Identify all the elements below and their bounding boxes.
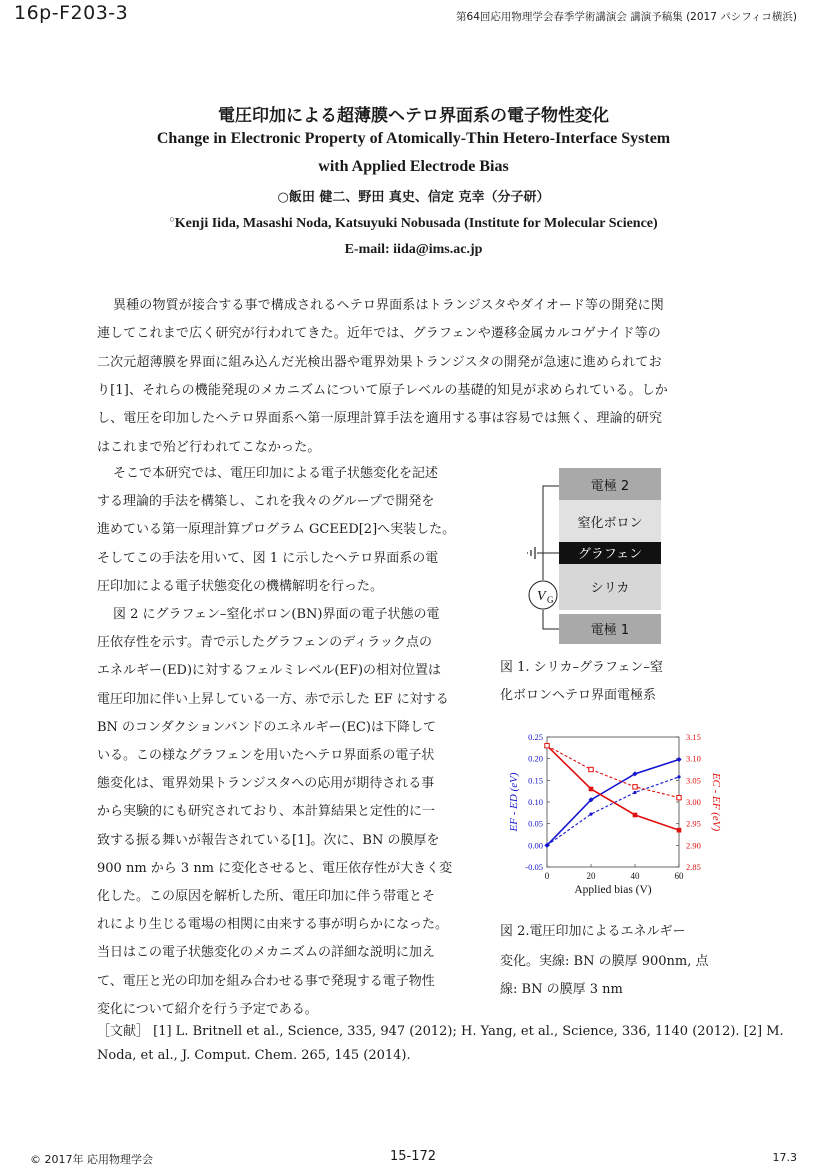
y-right-axis-label: EC - EF (eV) xyxy=(710,772,722,832)
layer-label-electrode2: 電極 2 xyxy=(590,479,630,494)
paragraph-line: はこれまで殆ど行われてこなかった。 xyxy=(97,439,321,455)
reference-line: Noda, et al., J. Comput. Chem. 265, 145 (2014). xyxy=(97,1048,411,1063)
figure1-caption-line2: 化ボロンヘテロ界面電極系 xyxy=(500,688,657,703)
paragraph-line: 連してこれまで広く研究が行われてきた。近年では、グラフェンや遷移金属カルコゲナイド等の xyxy=(97,326,661,342)
voltage-source-icon xyxy=(529,581,557,609)
x-tick-label: 0 xyxy=(544,871,550,881)
figure1-diagram xyxy=(527,468,667,648)
y-right-tick-label: 3.05 xyxy=(686,775,701,786)
paragraph-line: いる。この様なグラフェンを用いたヘテロ界面系の電子状 xyxy=(97,748,435,763)
paragraph-line: 電圧印加に伴い上昇している一方、赤で示した EF に対する xyxy=(97,691,449,707)
paragraph-line: れにより生じる電場の相関に由来する事が明らかになった。 xyxy=(97,917,449,933)
paragraph-line: 900 nm から 3 nm に変化させると、電圧依存性が大きく変 xyxy=(97,860,453,876)
data-point-left-dashed xyxy=(633,791,636,794)
reference-line: ［文献］ [1] L. Britnell et al., Science, 335, 947 (2012); H. Yang, et al., Science, 336, 1140 (2012). [2] M. xyxy=(97,1024,784,1039)
paragraph-line: 異種の物質が接合する事で構成されるヘテロ界面系はトランジスタやダイオード等の開発に関 xyxy=(113,298,664,313)
layer-label-graphene: グラフェン xyxy=(577,547,643,562)
paragraph-line: し、電圧を印加したヘテロ界面系へ第一原理計算手法を適用する事は容易では無く、理論的研究 xyxy=(97,411,663,427)
y-left-tick-label: 0.00 xyxy=(528,840,543,851)
y-right-tick-label: 3.10 xyxy=(686,753,701,764)
series-line-right-dashed xyxy=(547,746,679,798)
y-left-tick-label: 0.10 xyxy=(528,797,543,807)
y-left-tick-label: 0.05 xyxy=(528,818,543,829)
figure1-caption-line1: 図 1. シリカ–グラフェン–窒 xyxy=(500,660,663,675)
y-right-tick-label: 2.90 xyxy=(686,840,701,851)
paragraph-line: 変化について紹介を行う予定である。 xyxy=(97,1001,318,1017)
data-point-right-solid xyxy=(589,787,594,792)
data-point-right-solid xyxy=(633,813,638,818)
authors-ja-text: 飯田 健二、野田 真史、信定 克幸（分子研） xyxy=(288,190,550,205)
title-japanese: 電圧印加による超薄膜ヘテロ界面系の電子物性変化 xyxy=(218,106,609,126)
paragraph-line: する理論的手法を構築し、これを我々のグループで開発を xyxy=(97,494,435,510)
paragraph-line: BN のコンダクションバンドのエネルギー(EC)は下降して xyxy=(97,719,436,735)
layer-label-bn: 窒化ボロン xyxy=(577,516,643,531)
paragraph-line: 化した。この原因を解析した所、電圧印加に伴う帯電とそ xyxy=(97,889,436,904)
voltage-source-label: V xyxy=(537,589,546,604)
y-left-tick-label: 0.15 xyxy=(528,775,543,786)
data-point-right-solid xyxy=(677,828,682,833)
ground-icon xyxy=(527,547,535,559)
voltage-source-subscript: G xyxy=(547,595,554,605)
paragraph-line: エネルギー(ED)に対するフェルミレベル(EF)の相対位置は xyxy=(97,663,442,679)
data-point-left-dashed xyxy=(589,813,592,816)
x-tick-label: 20 xyxy=(586,871,596,881)
title-english-line1: Change in Electronic Property of Atomically-Thin Hetero-Interface System xyxy=(156,130,671,147)
paragraph-line: 致する振る舞いが報告されている[1]。次に、BN の膜厚を xyxy=(97,832,440,848)
footer-page-number: 15-172 xyxy=(390,1149,437,1164)
data-point-right-dashed xyxy=(589,767,593,771)
y-right-tick-label: 3.00 xyxy=(686,797,701,807)
y-left-tick-label: 0.25 xyxy=(528,732,543,742)
data-point-left-dashed xyxy=(677,775,680,778)
x-tick-label: 40 xyxy=(630,871,640,881)
x-axis-label: Applied bias (V) xyxy=(574,884,652,896)
paragraph-line: て、電圧と光の印加を組み合わせる事で発現する電子物性 xyxy=(97,973,435,989)
data-point-right-dashed xyxy=(545,743,549,747)
paragraph-line: 当日はこの電子状態変化のメカニズムの詳細な説明に加え xyxy=(97,945,436,961)
data-point-right-dashed xyxy=(677,795,681,799)
paragraph-line: そこで本研究では、電圧印加による電子状態変化を記述 xyxy=(113,466,439,481)
paragraph-line: から実験的にも研究されており、本計算結果と定性的に一 xyxy=(97,804,436,820)
y-left-tick-label: -0.05 xyxy=(525,862,543,872)
footer-code: 17.3 xyxy=(772,1151,797,1164)
y-right-tick-label: 3.15 xyxy=(686,732,701,742)
data-point-left-dashed xyxy=(545,844,548,847)
y-left-axis-label: EF - ED (eV) xyxy=(508,772,520,832)
paragraph-line: 図 2 にグラフェン–窒化ボロン(BN)界面の電子状態の電 xyxy=(113,607,440,622)
y-right-tick-label: 2.85 xyxy=(686,862,701,872)
data-point-left-solid xyxy=(676,757,681,762)
conference-header: 第64回応用物理学会春季学術講演会 講演予稿集 (2017 パシフィコ横浜) xyxy=(456,11,797,23)
title-english-line2: with Applied Electrode Bias xyxy=(318,158,509,175)
paragraph-line: 二次元超薄膜を界面に組み込んだ光検出器や電界効果トランジスタの開発が急速に進められてお xyxy=(97,354,662,370)
session-id: 16p-F203-3 xyxy=(14,2,129,24)
email: E-mail: iida@ims.ac.jp xyxy=(344,242,483,257)
authors-english xyxy=(0,214,827,232)
paragraph-line: り[1]、それらの機能発現のメカニズムについて原子レベルの基礎的知見が求められている。しか xyxy=(97,382,668,398)
data-point-right-dashed xyxy=(633,785,637,789)
authors-en-text: Kenji Iida, Masashi Noda, Katsuyuki Nobusada (Institute for Molecular Science) xyxy=(174,216,658,231)
paragraph-line: 進めている第一原理計算プログラム GCEED[2]へ実装した。 xyxy=(97,522,456,538)
figure2-chart xyxy=(503,728,725,900)
presenter-mark: ○ xyxy=(277,190,289,205)
paragraph-line: 態変化は、電界効果トランジスタへの応用が期待される事 xyxy=(97,776,435,792)
figure2-caption-line1: 図 2.電圧印加によるエネルギー xyxy=(500,924,686,939)
figure2-caption-line2: 変化。実線: BN の膜厚 900nm, 点 xyxy=(500,954,709,969)
footer-copyright: © 2017年 応用物理学会 xyxy=(30,1153,153,1166)
layer-label-silica: シリカ xyxy=(590,581,630,596)
layer-label-electrode1: 電極 1 xyxy=(590,623,630,638)
y-left-tick-label: 0.20 xyxy=(528,753,543,764)
authors-japanese xyxy=(0,186,827,205)
series-line-right-solid xyxy=(547,746,679,831)
figure2-caption-line3: 線: BN の膜厚 3 nm xyxy=(500,982,623,997)
y-right-tick-label: 2.95 xyxy=(686,818,701,829)
paragraph-line: 圧印加による電子状態変化の機構解明を行った。 xyxy=(97,578,384,594)
paragraph-line: 圧依存性を示す。青で示したグラフェンのディラック点の xyxy=(97,635,433,651)
x-tick-label: 60 xyxy=(674,871,684,881)
paragraph-line: そしてこの手法を用いて、図 1 に示したヘテロ界面系の電 xyxy=(97,550,439,566)
presenter-mark-en: ○ xyxy=(169,214,175,224)
